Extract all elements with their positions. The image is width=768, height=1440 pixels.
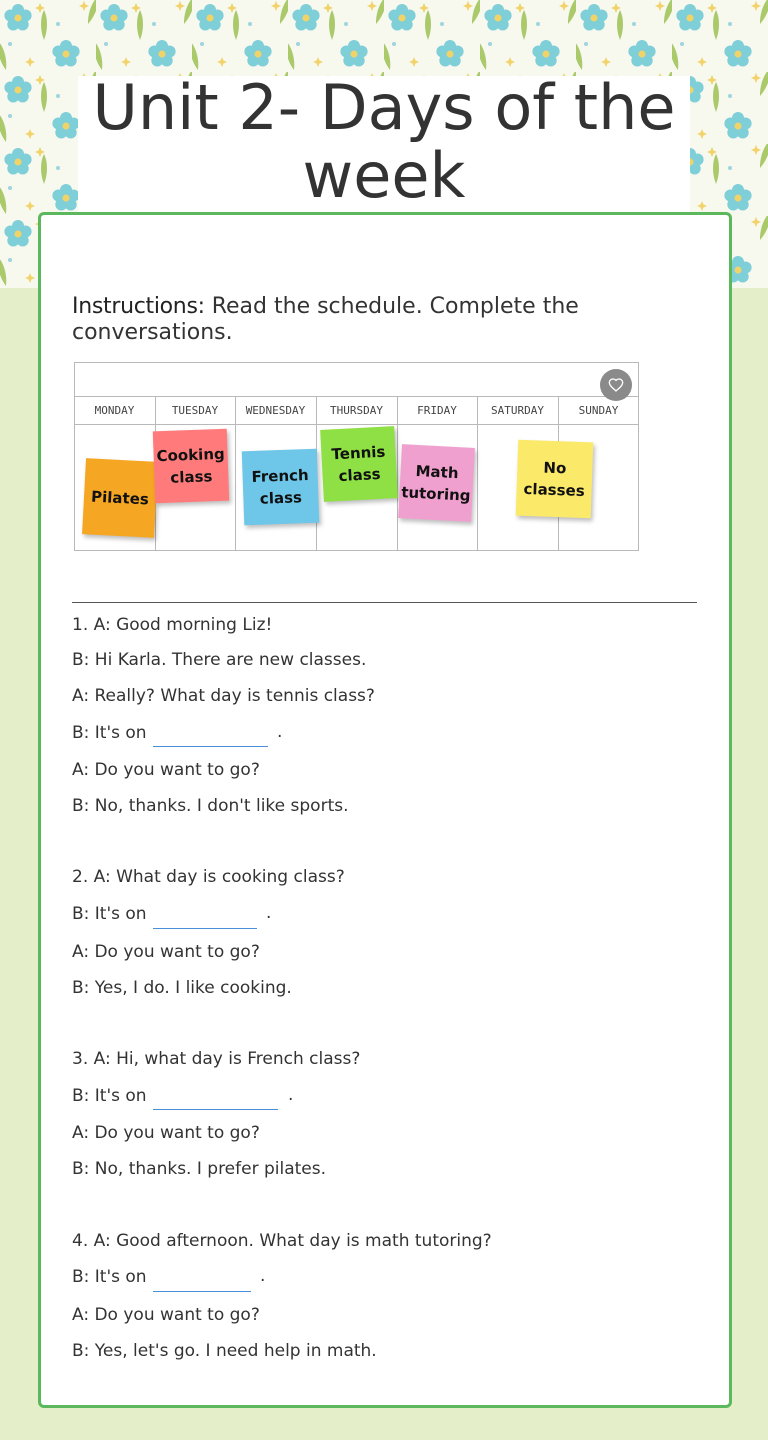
- day-tuesday: TUESDAY: [171, 404, 219, 417]
- conv2-line2: B: It's on: [72, 904, 147, 924]
- conv1-line6: B: No, thanks. I don't like sports.: [72, 796, 349, 816]
- day-wednesday: WEDNESDAY: [245, 404, 306, 417]
- instructions-text: Read the schedule. Complete the conversations.: [72, 294, 579, 345]
- conv3-line4: B: No, thanks. I prefer pilates.: [72, 1159, 327, 1179]
- conv1-answer-input[interactable]: [153, 726, 268, 747]
- conv1-line1: 1. A: Good morning Liz!: [72, 615, 273, 635]
- conv3-line2: B: It's on: [72, 1086, 147, 1106]
- note-tennis-class: Tennis class: [320, 426, 398, 502]
- heart-icon: [608, 377, 624, 393]
- note-cooking-class: Cooking class: [153, 429, 229, 504]
- conv4-period: .: [260, 1266, 266, 1286]
- conv3-line3: A: Do you want to go?: [72, 1123, 260, 1143]
- conv1-line5: A: Do you want to go?: [72, 760, 260, 780]
- conv4-line4: B: Yes, let's go. I need help in math.: [72, 1341, 377, 1361]
- conv4-line2: B: It's on: [72, 1267, 147, 1287]
- conv3-line1: 3. A: Hi, what day is French class?: [72, 1049, 361, 1069]
- conv3-period: .: [288, 1085, 294, 1105]
- conv1-line4: B: It's on: [72, 723, 147, 743]
- conv3-answer-input[interactable]: [153, 1089, 278, 1110]
- note-no-classes: No classes: [516, 440, 594, 519]
- conv2-period: .: [266, 903, 272, 923]
- conv2-answer-input[interactable]: [153, 908, 257, 929]
- note-french-class: French class: [242, 449, 320, 526]
- conv1-line3: A: Really? What day is tennis class?: [72, 686, 375, 706]
- day-thursday: THURSDAY: [330, 404, 383, 417]
- day-saturday: SATURDAY: [491, 404, 544, 417]
- day-friday: FRIDAY: [417, 404, 457, 417]
- conv2-line1: 2. A: What day is cooking class?: [72, 867, 345, 887]
- conv4-line3: A: Do you want to go?: [72, 1305, 260, 1325]
- conv4-answer-input[interactable]: [153, 1271, 251, 1292]
- conv1-line2: B: Hi Karla. There are new classes.: [72, 650, 367, 670]
- instructions: [72, 294, 672, 346]
- day-monday: MONDAY: [94, 404, 135, 417]
- section-divider: [72, 602, 697, 603]
- note-math-tutoring: Math tutoring: [398, 444, 475, 522]
- conv2-line3: A: Do you want to go?: [72, 942, 260, 962]
- instructions-label: Instructions:: [72, 294, 205, 319]
- note-pilates: Pilates: [82, 458, 158, 538]
- conv1-period: .: [277, 722, 283, 742]
- conv2-line4: B: Yes, I do. I like cooking.: [72, 978, 292, 998]
- day-sunday: SUNDAY: [578, 404, 619, 417]
- conv4-line1: 4. A: Good afternoon. What day is math tutoring?: [72, 1231, 492, 1251]
- page-title: Unit 2- Days of the week: [92, 71, 676, 212]
